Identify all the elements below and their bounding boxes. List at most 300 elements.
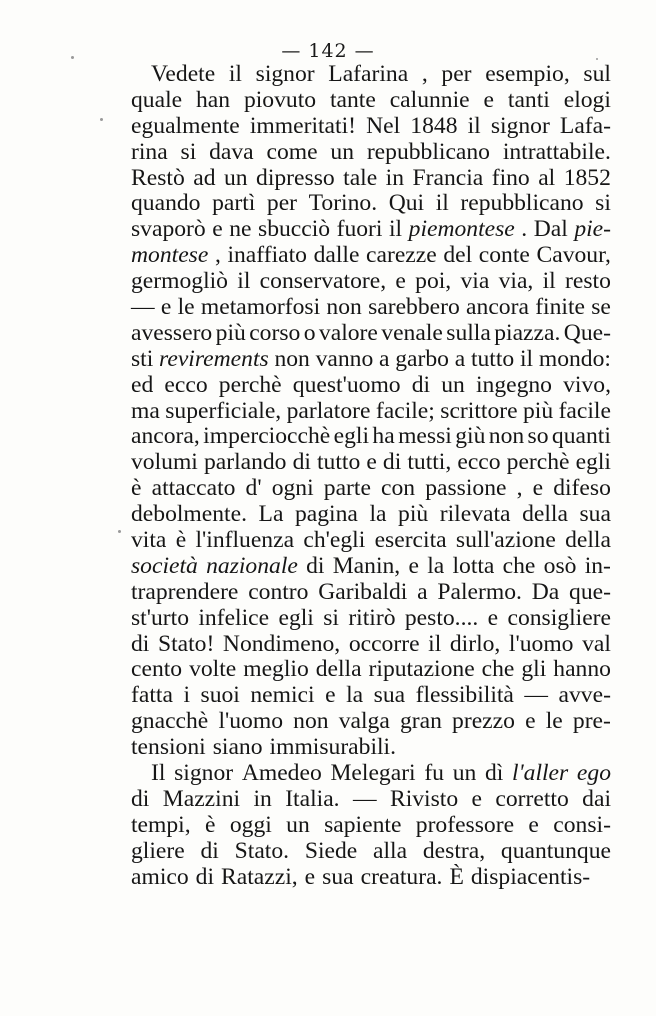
word: so <box>527 423 549 450</box>
word: immeritati! <box>249 112 356 139</box>
word: ingegno <box>475 371 552 398</box>
paper-speck <box>596 58 598 60</box>
italic-word: pie- <box>574 216 611 243</box>
word: si <box>323 604 339 631</box>
word: l'uomo <box>508 630 574 657</box>
word: fino <box>491 164 530 191</box>
word: Vedete <box>151 61 216 87</box>
word: oggi <box>229 811 272 838</box>
word: esercita <box>374 527 447 554</box>
word: passione <box>425 475 507 502</box>
word: in <box>385 164 405 191</box>
word: tante <box>329 86 376 113</box>
word: di <box>411 371 431 398</box>
word: elogi <box>563 86 611 113</box>
word: signor <box>490 112 550 139</box>
text-line <box>131 787 611 813</box>
text-line <box>131 166 611 192</box>
word: infelice <box>198 604 270 631</box>
word: la <box>427 552 445 579</box>
word: per <box>266 190 298 217</box>
word: Da <box>531 578 560 605</box>
word: fu <box>424 760 444 787</box>
word: que- <box>569 578 611 605</box>
word: pagina <box>294 501 358 528</box>
text-line <box>131 140 611 166</box>
word: il <box>228 61 242 87</box>
word: sarebbero <box>368 294 460 321</box>
word: tensioni <box>131 734 206 761</box>
word: sull'azione <box>455 527 556 554</box>
word: perchè <box>218 371 282 398</box>
word: il <box>428 630 442 657</box>
word: ch'egli <box>303 527 366 554</box>
word: dirlo, <box>449 630 501 657</box>
word: più <box>523 397 554 424</box>
word: corso <box>249 319 301 346</box>
word: i <box>183 682 190 709</box>
word: ancora, <box>131 423 200 450</box>
text-line <box>131 424 611 450</box>
italic-word: società <box>131 552 198 579</box>
word: — <box>131 294 155 321</box>
word: scrittore <box>440 397 518 424</box>
word: come <box>266 138 318 165</box>
word: di <box>200 837 219 864</box>
word: di <box>292 449 311 476</box>
word: egli <box>575 449 611 476</box>
word: tanti <box>507 86 550 113</box>
word: partì <box>212 190 256 217</box>
text-line <box>131 813 611 839</box>
word: metamorfosi <box>200 294 321 321</box>
word: che <box>502 552 536 579</box>
word: Restò <box>131 164 185 191</box>
word: quest'uomo <box>292 371 401 398</box>
text-line <box>131 606 611 632</box>
word: non <box>274 345 310 372</box>
word: , <box>516 475 523 502</box>
word: tutti, <box>407 449 452 476</box>
word: consigliere <box>507 604 611 631</box>
word: venale <box>381 319 443 346</box>
text-line <box>131 865 611 891</box>
text-line <box>131 761 611 787</box>
italic-word: l'aller <box>512 760 569 787</box>
word: dì <box>484 760 504 787</box>
word: ha <box>372 423 395 450</box>
word: nemici <box>250 682 315 709</box>
word: Ratazzi, <box>221 863 298 890</box>
word: fatta <box>131 682 173 709</box>
word: esempio, <box>485 61 570 87</box>
word: egli <box>333 423 370 450</box>
page-text <box>131 62 611 891</box>
word: flessibilità <box>415 682 514 709</box>
word: — <box>352 785 377 812</box>
word: gran <box>399 708 442 735</box>
word: resto <box>565 268 611 295</box>
word: mondo: <box>538 345 611 372</box>
paper-speck <box>118 530 121 533</box>
word: messi <box>398 423 452 450</box>
word: non <box>293 708 329 735</box>
word: vanno <box>315 345 374 372</box>
word: e <box>532 475 544 502</box>
word: creatura. <box>360 863 443 890</box>
word: signor <box>255 61 315 87</box>
word: giù <box>455 423 486 450</box>
word: ecco <box>164 371 208 398</box>
word: non <box>488 423 525 450</box>
word: l'influenza <box>195 527 295 554</box>
word: sti <box>131 345 154 372</box>
word: suoi <box>200 682 240 709</box>
text-line <box>131 632 611 658</box>
word: non <box>326 294 362 321</box>
word: dai <box>582 785 611 812</box>
word: professore <box>415 811 515 838</box>
italic-word: piemontese <box>408 216 515 243</box>
word: Nel <box>366 112 401 139</box>
word: signor <box>174 760 234 787</box>
word: amico <box>131 863 189 890</box>
word: facile <box>558 397 611 424</box>
word: Garibaldi <box>318 578 408 605</box>
word: a <box>454 345 466 372</box>
word: sbucciò <box>258 216 331 243</box>
word: corretto <box>495 785 569 812</box>
word: st'urto <box>131 604 189 631</box>
word: Lafa- <box>559 112 611 139</box>
word: e <box>471 785 483 812</box>
word: parte <box>323 475 371 502</box>
text-line <box>131 502 611 528</box>
text-line <box>131 321 611 347</box>
word: poi, <box>415 268 452 295</box>
word: della <box>315 656 362 683</box>
text-line <box>131 191 611 217</box>
text-line <box>131 347 611 373</box>
word: ed <box>131 371 154 398</box>
word: Melegari <box>330 760 416 787</box>
italic-word: montese <box>131 242 209 269</box>
word: dipresso <box>256 164 335 191</box>
word: pesto.... <box>404 604 479 631</box>
text-line <box>131 399 611 425</box>
word: parlando <box>203 449 287 476</box>
word: un <box>441 371 465 398</box>
word: pre- <box>572 708 611 735</box>
word: e <box>483 86 494 113</box>
word: egli <box>278 604 314 631</box>
word: fuori <box>336 216 383 243</box>
word: ecco <box>457 449 501 476</box>
word: un <box>286 811 310 838</box>
italic-word: ego <box>576 760 611 787</box>
word: Palermo. <box>437 578 522 605</box>
word: più <box>398 501 429 528</box>
word: Italia. <box>285 785 340 812</box>
word: l'uomo <box>218 708 283 735</box>
word: e <box>212 216 223 243</box>
word: Que- <box>563 319 611 346</box>
word: hanno <box>553 656 611 683</box>
word: svaporò <box>131 216 206 243</box>
word: volumi <box>131 449 198 476</box>
word: repubblicano <box>460 190 584 217</box>
word: in- <box>584 552 611 579</box>
word: per <box>441 61 472 87</box>
word: 1848 <box>410 112 458 139</box>
word: un <box>223 164 248 191</box>
word: lotta <box>452 552 495 579</box>
word: alla <box>373 837 408 864</box>
word: perchè <box>506 449 570 476</box>
word: calunnie <box>389 86 470 113</box>
word: val <box>582 630 611 657</box>
word: e <box>528 811 539 838</box>
word: ad <box>193 164 216 191</box>
word: gliere <box>131 837 185 864</box>
word: al <box>538 164 556 191</box>
word: consi- <box>553 811 611 838</box>
text-line <box>131 243 611 269</box>
word: superficiale, <box>165 397 282 424</box>
word: immisurabili. <box>269 734 397 761</box>
word: della <box>565 527 611 554</box>
word: è <box>175 527 187 554</box>
word: Dal <box>533 216 568 243</box>
paper-speck <box>71 56 74 59</box>
italic-word: nazionale <box>206 552 298 579</box>
word: del <box>443 242 473 269</box>
word: tutto <box>470 345 515 372</box>
text-line <box>131 839 611 865</box>
word: tutto <box>317 449 361 476</box>
word: di <box>306 552 325 579</box>
word: ritirò <box>348 604 396 631</box>
word: sua <box>373 682 406 709</box>
word: . <box>521 216 528 243</box>
word: e <box>325 682 336 709</box>
word: di <box>195 863 215 890</box>
word: È <box>449 863 464 890</box>
word: e <box>160 294 172 321</box>
word: quale <box>131 86 183 113</box>
text-line <box>131 528 611 554</box>
text-line <box>131 683 611 709</box>
text-line <box>131 62 611 88</box>
word: osò <box>543 552 577 579</box>
word: un <box>330 138 354 165</box>
word: Rivisto <box>389 785 459 812</box>
word: Francia <box>412 164 484 191</box>
word: repubblicano <box>366 138 490 165</box>
word: prezzo <box>452 708 515 735</box>
word: sulla <box>446 319 491 346</box>
word: intrattabile. <box>502 138 611 165</box>
word: piazza. <box>494 319 561 346</box>
word: carezze <box>366 242 437 269</box>
word: facile; <box>375 397 435 424</box>
word: quanti <box>551 423 611 450</box>
word: rina <box>131 138 168 165</box>
text-line <box>131 114 611 140</box>
text-line <box>131 450 611 476</box>
word: piovuto <box>243 86 317 113</box>
word: e <box>304 863 316 890</box>
word: quantunque <box>500 837 611 864</box>
word: La <box>258 501 284 528</box>
word: conservatore, <box>259 268 387 295</box>
word: è <box>205 811 216 838</box>
word: avve- <box>558 682 611 709</box>
word: avessero <box>131 319 213 346</box>
word: han <box>195 86 231 113</box>
word: vita <box>131 527 167 554</box>
word: Amedeo <box>241 760 322 787</box>
word: Torino. <box>308 190 378 217</box>
italic-word: revirements <box>159 345 269 372</box>
word: volte <box>189 656 237 683</box>
word: la <box>369 501 387 528</box>
word: ogni <box>271 475 314 502</box>
word: in <box>253 785 272 812</box>
word: di <box>382 449 402 476</box>
word: gnacchè <box>131 708 209 735</box>
word: se <box>591 294 611 321</box>
word: sua <box>322 863 354 890</box>
text-line <box>131 88 611 114</box>
word: egualmente <box>131 112 240 139</box>
word: debolmente. <box>131 501 247 528</box>
word: Lafarina <box>328 61 409 87</box>
word: il <box>467 112 481 139</box>
word: e <box>487 604 499 631</box>
word: il <box>519 345 534 372</box>
word: rilevata <box>439 501 511 528</box>
word: sapiente <box>324 811 402 838</box>
page-number: — 142 — <box>281 40 375 62</box>
word: la <box>346 682 364 709</box>
word: di <box>131 630 150 657</box>
word: Siede <box>304 837 358 864</box>
word: Stato! <box>157 630 215 657</box>
word: il <box>542 268 556 295</box>
word: Stato. <box>234 837 290 864</box>
word: via, <box>498 268 534 295</box>
text-line <box>131 657 611 683</box>
text-line <box>131 554 611 580</box>
text-line <box>131 709 611 735</box>
word: Nondimeno, <box>222 630 341 657</box>
word: le <box>177 294 195 321</box>
text-line <box>131 580 611 606</box>
word: difeso <box>553 475 611 502</box>
word: sua <box>579 501 611 528</box>
word: contro <box>248 578 309 605</box>
word: a <box>379 345 390 372</box>
word: Cavour, <box>536 242 611 269</box>
text-line <box>131 735 611 761</box>
word: il <box>389 216 403 243</box>
word: e <box>408 552 419 579</box>
word: Qui <box>388 190 425 217</box>
word: 1852 <box>563 164 611 191</box>
word: ancora <box>466 294 529 321</box>
word: Il <box>151 760 166 787</box>
word: più <box>215 319 246 346</box>
word: e <box>366 449 377 476</box>
word: le <box>545 708 563 735</box>
word: meglio <box>243 656 309 683</box>
word: — <box>524 682 549 709</box>
text-line <box>131 373 611 399</box>
word: finite <box>535 294 585 321</box>
word: d' <box>245 475 262 502</box>
word: e <box>395 268 406 295</box>
text-line <box>131 269 611 295</box>
word: occorre <box>348 630 420 657</box>
paper-speck <box>100 118 103 121</box>
word: cento <box>131 656 183 683</box>
word: riputazione <box>368 656 475 683</box>
word: il <box>237 268 251 295</box>
word: valore <box>318 319 378 346</box>
word: dalle <box>313 242 360 269</box>
word: valga <box>338 708 390 735</box>
word: imperciocchè <box>203 423 331 450</box>
word: gli <box>521 656 547 683</box>
word: Manin, <box>332 552 401 579</box>
text-line <box>131 217 611 243</box>
word: il <box>435 190 449 217</box>
word: , <box>421 61 428 87</box>
word: con <box>381 475 416 502</box>
word: Mazzini <box>162 785 241 812</box>
word: parlatore <box>286 397 371 424</box>
word: si <box>595 190 611 217</box>
word: o <box>303 319 316 346</box>
word: germogliò <box>131 268 228 295</box>
word: si <box>180 138 197 165</box>
word: sul <box>583 61 611 87</box>
word: e <box>525 708 536 735</box>
word: dispiacentis- <box>470 863 591 890</box>
word: attaccato <box>151 475 236 502</box>
word: vivo, <box>563 371 611 398</box>
word: tale <box>343 164 378 191</box>
word: destra, <box>422 837 486 864</box>
word: siano <box>212 734 263 761</box>
word: conte <box>478 242 530 269</box>
word: ne <box>229 216 252 243</box>
word: via <box>460 268 490 295</box>
word: inaffiato <box>227 242 307 269</box>
word: traprendere <box>131 578 239 605</box>
word: è <box>131 475 142 502</box>
word: che <box>481 656 515 683</box>
word: un <box>452 760 477 787</box>
word: garbo <box>395 345 449 372</box>
word: della <box>522 501 568 528</box>
text-line <box>131 295 611 321</box>
word: a <box>417 578 428 605</box>
word: dava <box>209 138 254 165</box>
word: quando <box>131 190 201 217</box>
word: ma <box>131 397 160 424</box>
